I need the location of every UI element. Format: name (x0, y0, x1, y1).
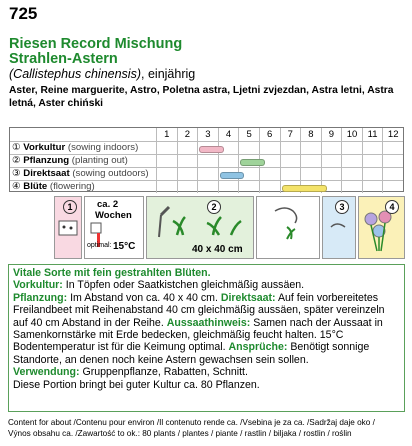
anspruche-text: Benötigt sonnige Standorte, an denen noch keine Astern gewachsen sein sollen. (13, 341, 370, 366)
month-2: 2 (177, 128, 198, 141)
direct-sowing-panel (256, 196, 320, 259)
calendar-row (10, 167, 403, 180)
calendar-row-label (12, 142, 138, 154)
title-line-1: Riesen Record Mischung (9, 36, 183, 52)
temp-text: 15°C (113, 241, 136, 252)
pflanzung-text: Im Abstand von ca. 40 x 40 cm. (67, 291, 221, 304)
month-11: 11 (362, 128, 383, 141)
aussaat-text: Samen nach der Aussaat in Samenkornstärke mit Erde bedecken, gleichmäßig feucht halten. 15°C Bodentemperatur ist für die Keimung optimal. (13, 316, 383, 354)
calendar-period-bar (282, 185, 327, 192)
ca-text: ca. 2 (97, 199, 119, 210)
flowering-panel (358, 196, 405, 259)
spacing-text: 40 x 40 cm (192, 244, 243, 255)
row-label: Direktsaat (23, 168, 70, 179)
vorkultur-text: In Töpfen oder Saatkistchen gleichmäßig aussäen. (62, 279, 305, 292)
row-label-english: (flowering) (47, 181, 95, 192)
verwendung-label: Verwendung: (13, 366, 80, 379)
wochen-text: Wochen (95, 210, 132, 221)
month-7: 7 (280, 128, 301, 141)
row-label-english: (sowing outdoors) (69, 168, 149, 179)
month-1: 1 (156, 128, 177, 141)
description-box (8, 264, 405, 412)
title-line-2: Strahlen-Astern (9, 51, 118, 67)
verwendung-text: Gruppenpflanze, Rabatten, Schnitt. (79, 366, 248, 379)
calendar-row-label (12, 155, 128, 167)
pflanzung-paragraph (13, 292, 400, 366)
row-number: ② (12, 155, 24, 166)
calendar-row (10, 154, 403, 167)
seedling-icon (147, 197, 253, 241)
direktsaat-text: Auf fein vorbereitetes Freilandbeet mit Reihenabstand 40 cm gleichmäßig aussäen, später vereinzeln auf 40 cm Abstand in der Reihe. (13, 291, 385, 329)
pflanzung-label: Pflanzung: (13, 291, 68, 304)
latin-suffix: , einjährig (141, 67, 196, 81)
row-label-english: (sowing indoors) (65, 142, 139, 153)
anspruche-label: Ansprüche: (228, 341, 288, 354)
sowing-indoors-panel (54, 196, 82, 259)
row-label-english: (planting out) (69, 155, 128, 166)
calendar-period-bar (220, 172, 245, 179)
direktsaat-label: Direktsaat: (220, 291, 276, 304)
step-2-label: 2 (207, 200, 221, 214)
planting-panel (146, 196, 254, 259)
month-9: 9 (321, 128, 342, 141)
sowing-hand-icon (257, 197, 319, 258)
latin-name-text: (Callistephus chinensis) (9, 67, 142, 81)
other-names: Aster, Reine marguerite, Astro, Poletna astra, Ljetni zvjezdan, Astra letni, Astra letná, Aster chiński (9, 85, 394, 109)
optimal-text: optimal: (87, 242, 112, 249)
row-label: Vorkultur (23, 142, 66, 153)
aussaat-label: Aussaathinweis: (166, 316, 251, 329)
sowing-calendar (9, 127, 404, 192)
calendar-period-bar (199, 146, 224, 153)
verwendung-paragraph (13, 366, 400, 378)
month-12: 12 (382, 128, 403, 141)
row-label: Blüte (23, 181, 48, 192)
portion-text: Diese Portion bringt bei guter Kultur ca. 80 Pflanzen. (13, 378, 260, 391)
instruction-icons (54, 196, 405, 259)
calendar-row-label (12, 168, 149, 180)
row-number: ④ (12, 181, 24, 192)
month-4: 4 (218, 128, 239, 141)
step-1-label: 1 (63, 200, 77, 214)
calendar-period-bar (240, 159, 265, 166)
footer-line-1: Content for about /Contenu pour environ /Il contenuto rende ca. /Vsebina je za ca. /Sadržaj daje oko / (8, 418, 375, 427)
footer (8, 417, 408, 439)
latin-name (9, 67, 195, 81)
description-headline: Vitale Sorte mit fein gestrahlten Blüten. (13, 267, 211, 279)
month-3: 3 (197, 128, 218, 141)
row-number: ① (12, 142, 24, 153)
germination-panel (84, 196, 144, 259)
article-number: 725 (9, 4, 38, 23)
month-8: 8 (300, 128, 321, 141)
step-3-label: 3 (335, 200, 349, 214)
month-10: 10 (341, 128, 362, 141)
calendar-row (10, 180, 403, 193)
step-3-panel (322, 196, 356, 259)
calendar-row-label (12, 181, 95, 193)
vorkultur-paragraph (13, 279, 400, 291)
row-label: Pflanzung (23, 155, 70, 166)
calendar-row (10, 141, 403, 154)
step-4-label: 4 (385, 200, 399, 214)
month-6: 6 (259, 128, 280, 141)
month-5: 5 (238, 128, 259, 141)
row-number: ③ (12, 168, 24, 179)
vorkultur-label: Vorkultur: (13, 279, 63, 292)
footer-line-2: Výnos obsahu ca. /Zawartość to ok.: 80 plants / plantes / piante / rastlin / biljaka / rostlin / roślin (8, 429, 352, 438)
